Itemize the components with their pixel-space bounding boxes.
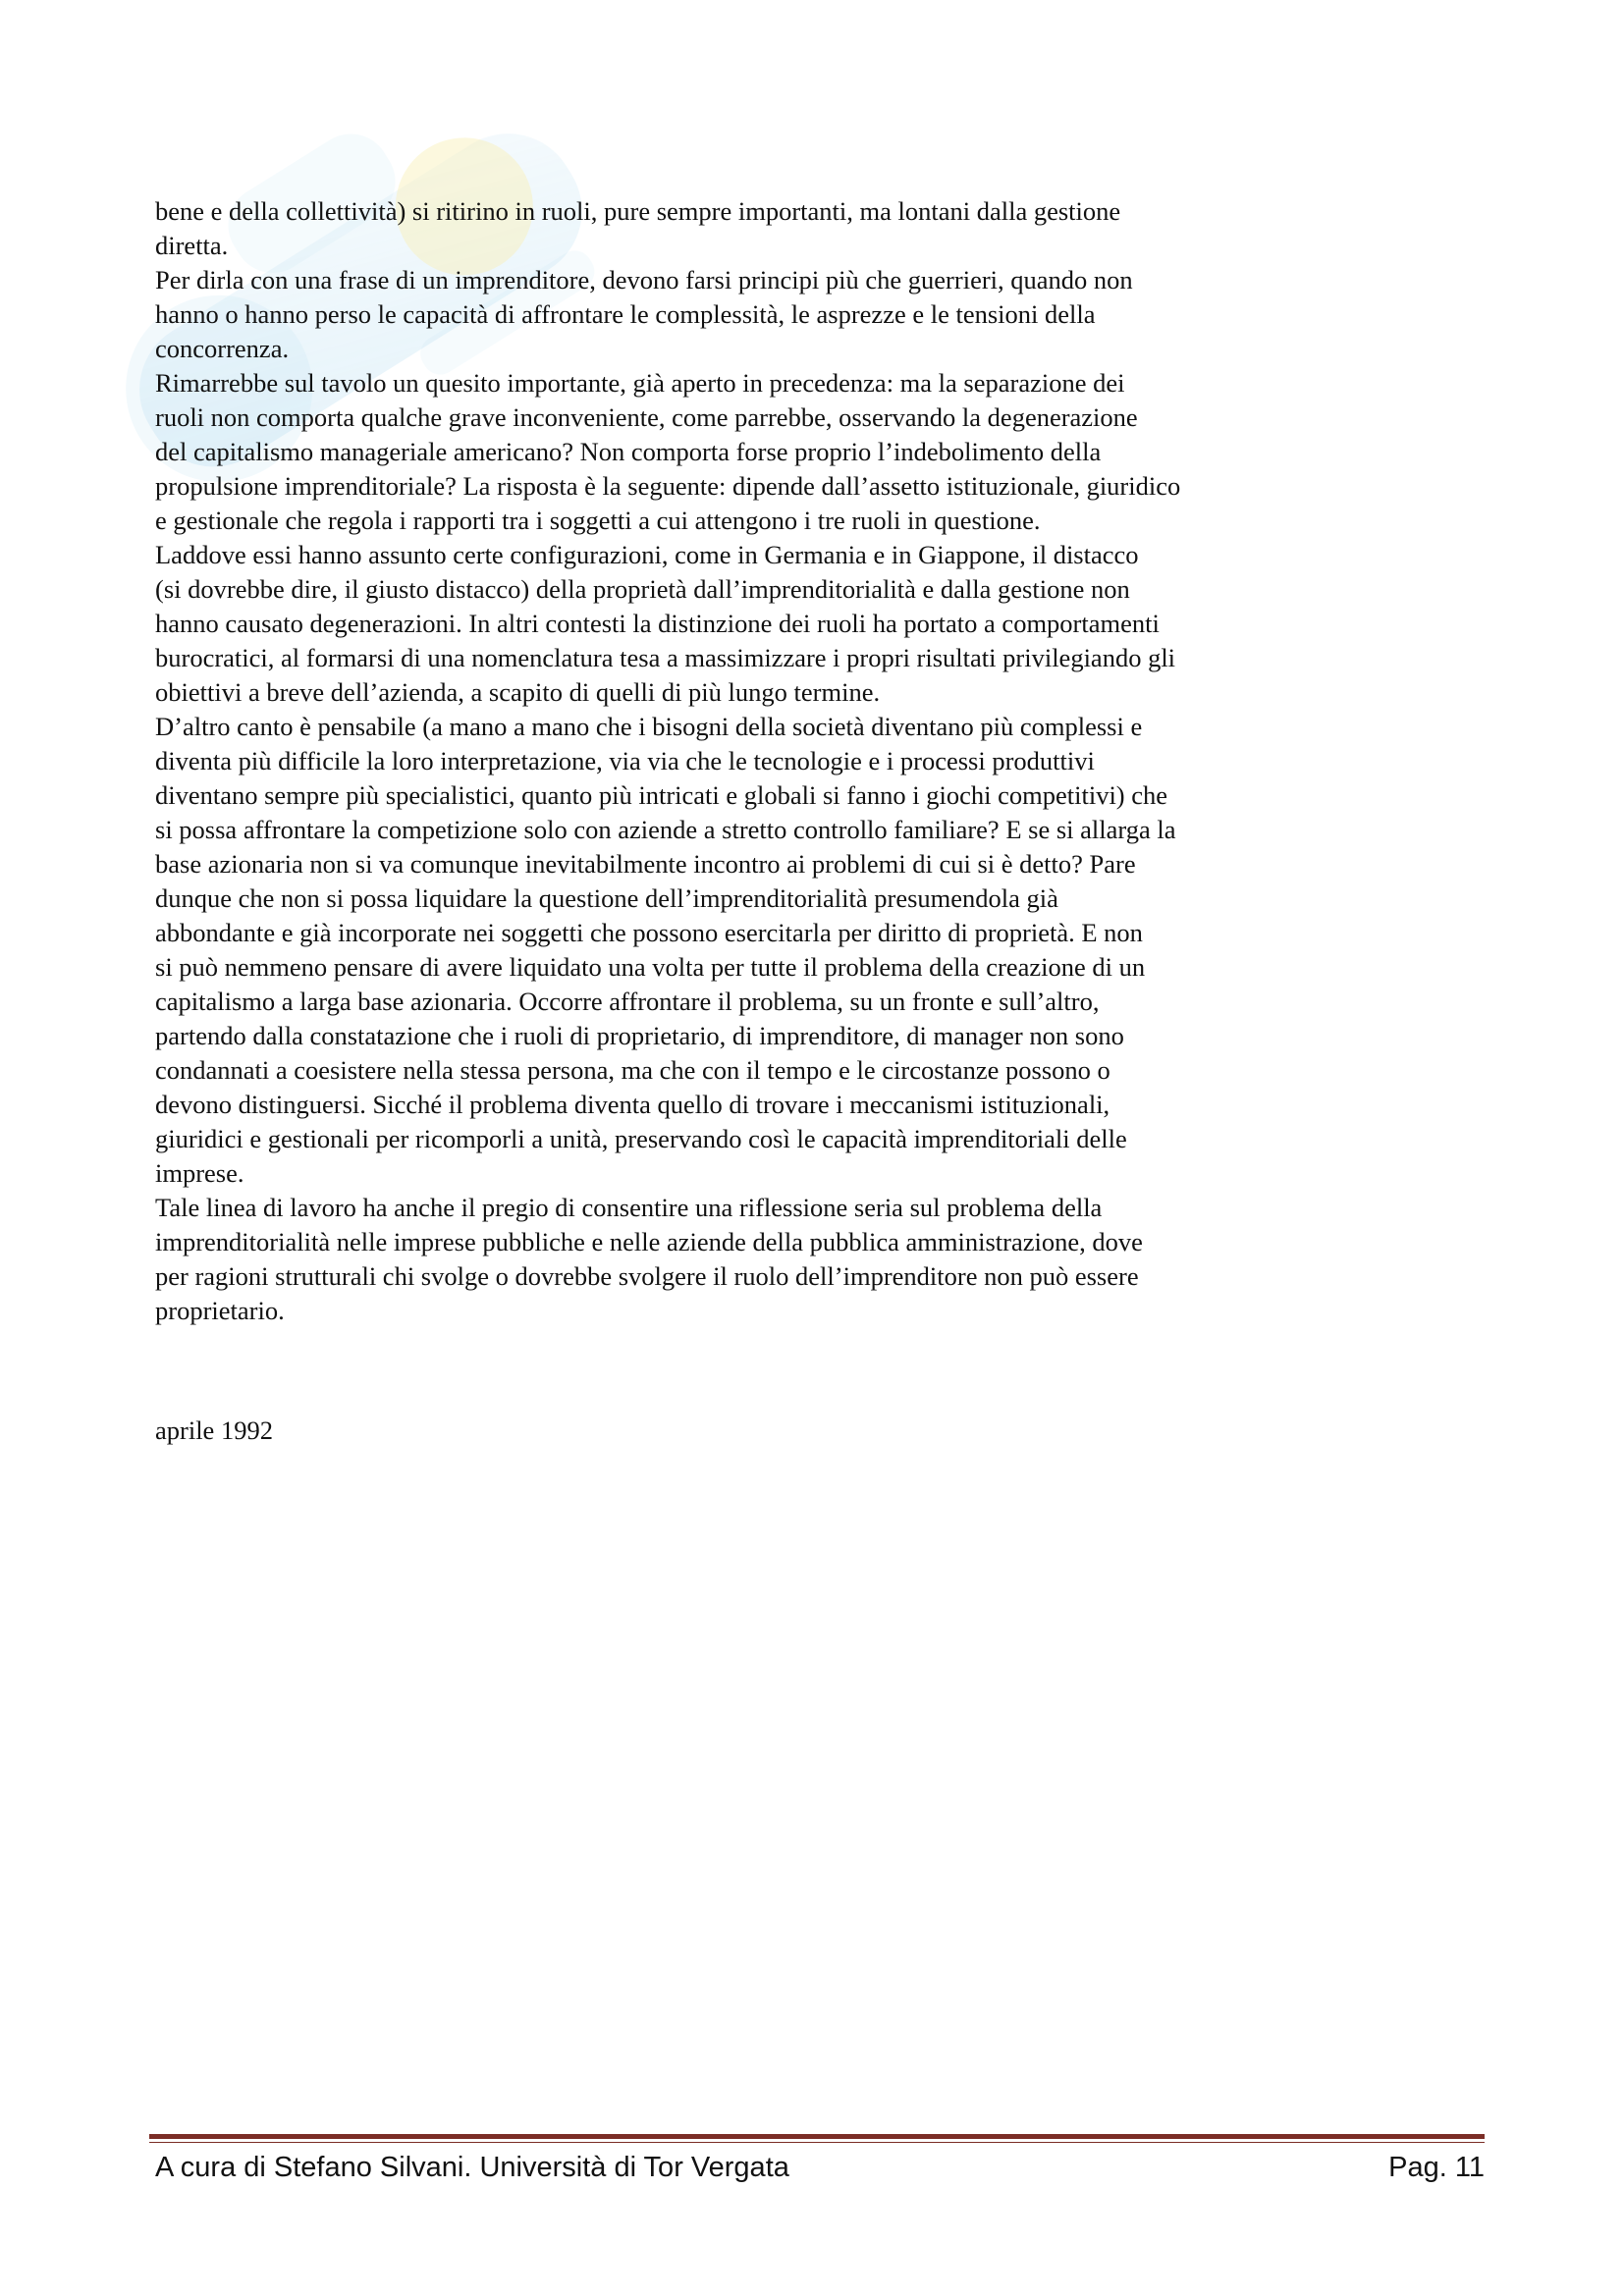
text-line: diretta. bbox=[155, 231, 229, 260]
text-line: imprenditorialità nelle imprese pubbliche e nelle aziende della pubblica amministrazione, dove bbox=[155, 1227, 1143, 1256]
text-line: bene e della collettività) si ritirino in ruoli, pure sempre importanti, ma lontani dalla gestione bbox=[155, 196, 1121, 226]
text-line: devono distinguersi. Sicché il problema diventa quello di trovare i meccanismi istituzionali, bbox=[155, 1090, 1110, 1119]
text-line: hanno causato degenerazioni. In altri contesti la distinzione dei ruoli ha portato a comportamenti bbox=[155, 609, 1160, 638]
text-line: Laddove essi hanno assunto certe configurazioni, come in Germania e in Giappone, il distacco bbox=[155, 540, 1139, 569]
text-line: base azionaria non si va comunque inevitabilmente incontro ai problemi di cui si è detto? Pare bbox=[155, 849, 1136, 879]
text-line: D’altro canto è pensabile (a mano a mano che i bisogni della società diventano più complessi e bbox=[155, 712, 1143, 741]
text-line: capitalismo a larga base azionaria. Occorre affrontare il problema, su un fronte e sull’altro, bbox=[155, 987, 1100, 1016]
text-line: si può nemmeno pensare di avere liquidato una volta per tutte il problema della creazione di un bbox=[155, 952, 1146, 982]
page-number: Pag. 11 bbox=[1388, 2152, 1485, 2183]
footer-credit: A cura di Stefano Silvani. Università di Tor Vergata bbox=[155, 2152, 789, 2183]
text-line: Rimarrebbe sul tavolo un quesito importante, già aperto in precedenza: ma la separazione dei bbox=[155, 368, 1125, 398]
document-date: aprile 1992 bbox=[155, 1415, 273, 1445]
footer-rule bbox=[149, 2134, 1485, 2139]
text-line: hanno o hanno perso le capacità di affrontare le complessità, le asprezze e le tensioni della bbox=[155, 299, 1096, 329]
text-line: imprese. bbox=[155, 1158, 244, 1188]
text-line: obiettivi a breve dell’azienda, a scapito di quelli di più lungo termine. bbox=[155, 677, 881, 707]
text-line: per ragioni strutturali chi svolge o dovrebbe svolgere il ruolo dell’imprenditore non può essere bbox=[155, 1261, 1139, 1291]
text-line: giuridici e gestionali per ricomporli a unità, preservando così le capacità imprenditoriali delle bbox=[155, 1124, 1127, 1153]
text-line: Tale linea di lavoro ha anche il pregio di consentire una riflessione seria sul problema della bbox=[155, 1193, 1103, 1222]
footer-rule-thin bbox=[149, 2142, 1485, 2143]
text-line: del capitalismo manageriale americano? Non comporta forse proprio l’indebolimento della bbox=[155, 437, 1102, 466]
text-line: burocratici, al formarsi di una nomenclatura tesa a massimizzare i propri risultati privilegiando gli bbox=[155, 643, 1176, 672]
body-paragraphs bbox=[155, 194, 1353, 1328]
text-line: si possa affrontare la competizione solo con aziende a stretto controllo familiare? E se si allarga la bbox=[155, 815, 1176, 844]
text-line: propulsione imprenditoriale? La risposta è la seguente: dipende dall’assetto istituzionale, giuridico bbox=[155, 471, 1181, 501]
text-line: concorrenza. bbox=[155, 334, 290, 363]
text-line: abbondante e già incorporate nei soggetti che possono esercitarla per diritto di proprietà. E non bbox=[155, 918, 1143, 947]
text-line: partendo dalla constatazione che i ruoli di proprietario, di imprenditore, di manager non sono bbox=[155, 1021, 1124, 1050]
text-line: Per dirla con una frase di un imprenditore, devono farsi principi più che guerrieri, quando non bbox=[155, 265, 1133, 294]
text-line: proprietario. bbox=[155, 1296, 285, 1325]
text-line: condannati a coesistere nella stessa persona, ma che con il tempo e le circostanze possono o bbox=[155, 1055, 1110, 1085]
text-line: diventa più difficile la loro interpretazione, via via che le tecnologie e i processi produttivi bbox=[155, 746, 1095, 775]
text-line: ruoli non comporta qualche grave inconveniente, come parrebbe, osservando la degenerazione bbox=[155, 402, 1138, 432]
text-line: e gestionale che regola i rapporti tra i soggetti a cui attengono i tre ruoli in questione. bbox=[155, 506, 1041, 535]
text-line: (si dovrebbe dire, il giusto distacco) della proprietà dall’imprenditorialità e dalla gestione non bbox=[155, 574, 1130, 604]
text-line: diventano sempre più specialistici, quanto più intricati e globali si fanno i giochi competitivi) che bbox=[155, 780, 1168, 810]
text-line: dunque che non si possa liquidare la questione dell’imprenditorialità presumendola già bbox=[155, 883, 1058, 913]
